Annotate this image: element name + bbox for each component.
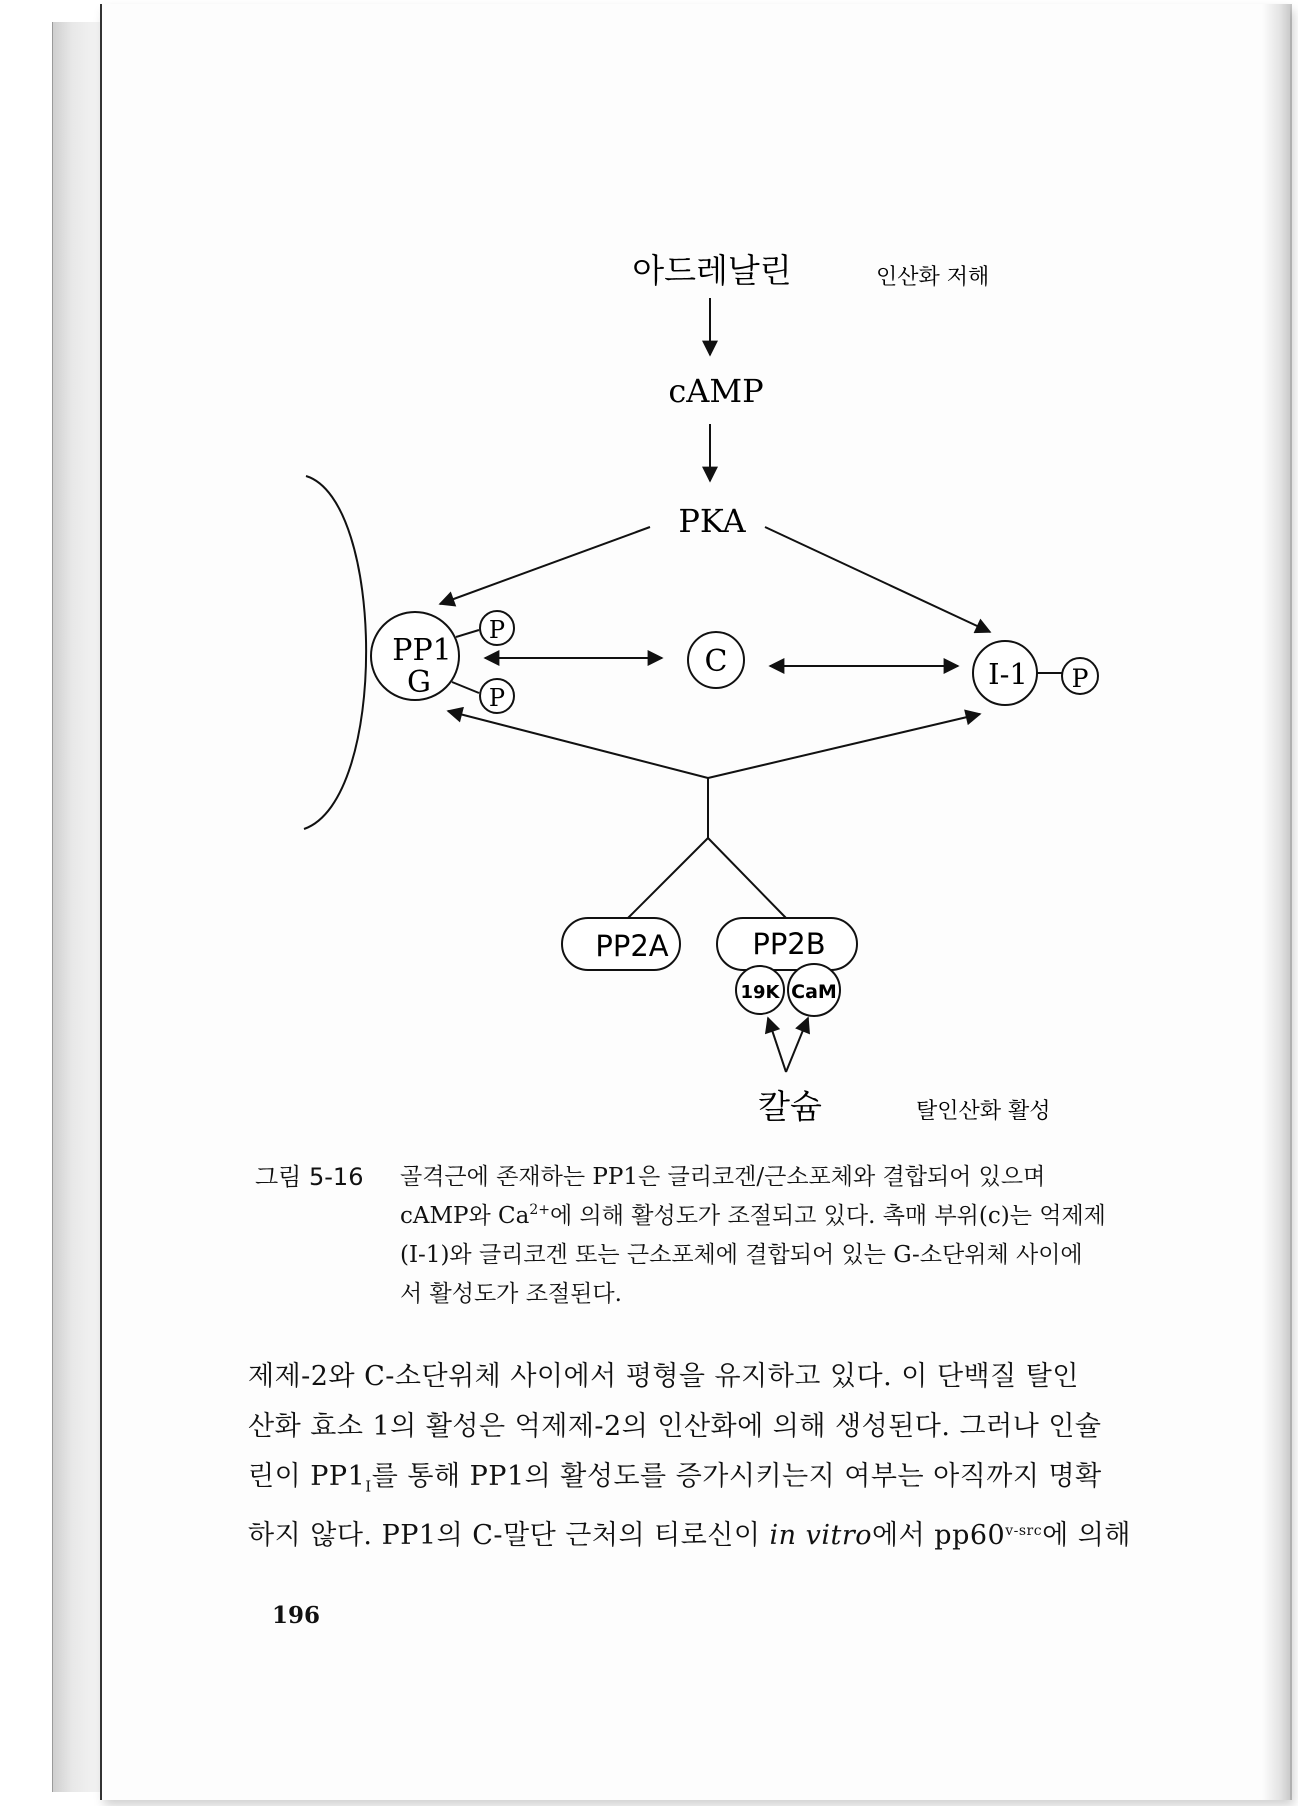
body-line-3a: 린이 PP1 (248, 1461, 366, 1492)
p-bond-top (456, 630, 479, 637)
body-italic: in vitro (769, 1520, 873, 1552)
cam-label: CaM (791, 981, 837, 1003)
19k-label: 19K (740, 982, 780, 1003)
arrow-phosphatase-pp1 (448, 711, 708, 778)
calcium-label: 칼슘 (758, 1087, 822, 1126)
figure-caption (255, 1158, 1145, 1314)
branch-pp2a (628, 838, 708, 918)
phosphate-bottom-label: P (488, 684, 506, 712)
figure-number: 그림 5-16 (255, 1163, 364, 1191)
page-number: 196 (272, 1602, 321, 1629)
pp2b-label: PP2B (752, 927, 826, 961)
dephosphorylation-activate-label: 탈인산화 활성 (916, 1099, 1051, 1124)
body-line-3 (248, 1452, 1148, 1511)
arrow-pka-i1 (765, 527, 990, 632)
caption-line-4: 서 활성도가 조절된다. (400, 1281, 622, 1307)
body-subscript: I (365, 1477, 372, 1496)
branch-pp2b (708, 838, 786, 918)
body-line-4 (248, 1511, 1148, 1561)
c-label: C (704, 644, 728, 679)
caption-superscript: 2+ (529, 1202, 550, 1218)
caption-line-2 (400, 1197, 1145, 1236)
arrow-pka-pp1 (440, 527, 650, 604)
caption-line-2a: cAMP와 Ca (400, 1203, 530, 1229)
p-bond-bottom (452, 682, 479, 693)
body-line-4c: 에 의해 (1042, 1520, 1131, 1552)
phosphate-top-label: P (488, 616, 506, 644)
adrenaline-label: 아드레날린 (632, 251, 792, 290)
body-superscript: v-src (1005, 1523, 1043, 1540)
body-line-3b: 를 통해 PP1의 활성도를 증가시키는지 여부는 아직까지 명확 (371, 1461, 1102, 1492)
camp-label: cAMP (668, 372, 764, 410)
caption-line-2b: 에 의해 활성도가 조절되고 있다. 촉매 부위(c)는 억제제 (550, 1203, 1106, 1229)
i1-label: I-1 (988, 657, 1028, 691)
body-line-2: 산화 효소 1의 활성은 억제제-2의 인산화에 의해 생성된다. 그러나 인슐 (248, 1411, 1102, 1442)
arrow-calcium-19k (768, 1018, 786, 1072)
pp1-label: PP1 (392, 633, 452, 668)
membrane-curve (304, 476, 366, 829)
pp2a-label: PP2A (595, 929, 669, 963)
arrow-calcium-cam (786, 1018, 808, 1072)
body-line-4b: 에서 pp60 (872, 1520, 1006, 1552)
caption-line-1: 골격근에 존재하는 PP1은 글리코겐/근소포체와 결합되어 있으며 (400, 1164, 1046, 1190)
phosphorylation-inhibit-label: 인산화 저해 (876, 265, 990, 290)
pka-label: PKA (678, 502, 746, 540)
body-line-1: 제제-2와 C-소단위체 사이에서 평형을 유지하고 있다. 이 단백질 탈인 (248, 1361, 1079, 1392)
body-paragraph (248, 1352, 1148, 1561)
arrow-phosphatase-i1 (708, 714, 980, 778)
caption-line-3: (I-1)와 글리코겐 또는 근소포체에 결합되어 있는 G-소단위체 사이에 (400, 1242, 1083, 1268)
i1-phosphate-label: P (1071, 664, 1089, 693)
g-label: G (407, 665, 431, 700)
body-line-4a: 하지 않다. PP1의 C-말단 근처의 티로신이 (248, 1520, 770, 1552)
